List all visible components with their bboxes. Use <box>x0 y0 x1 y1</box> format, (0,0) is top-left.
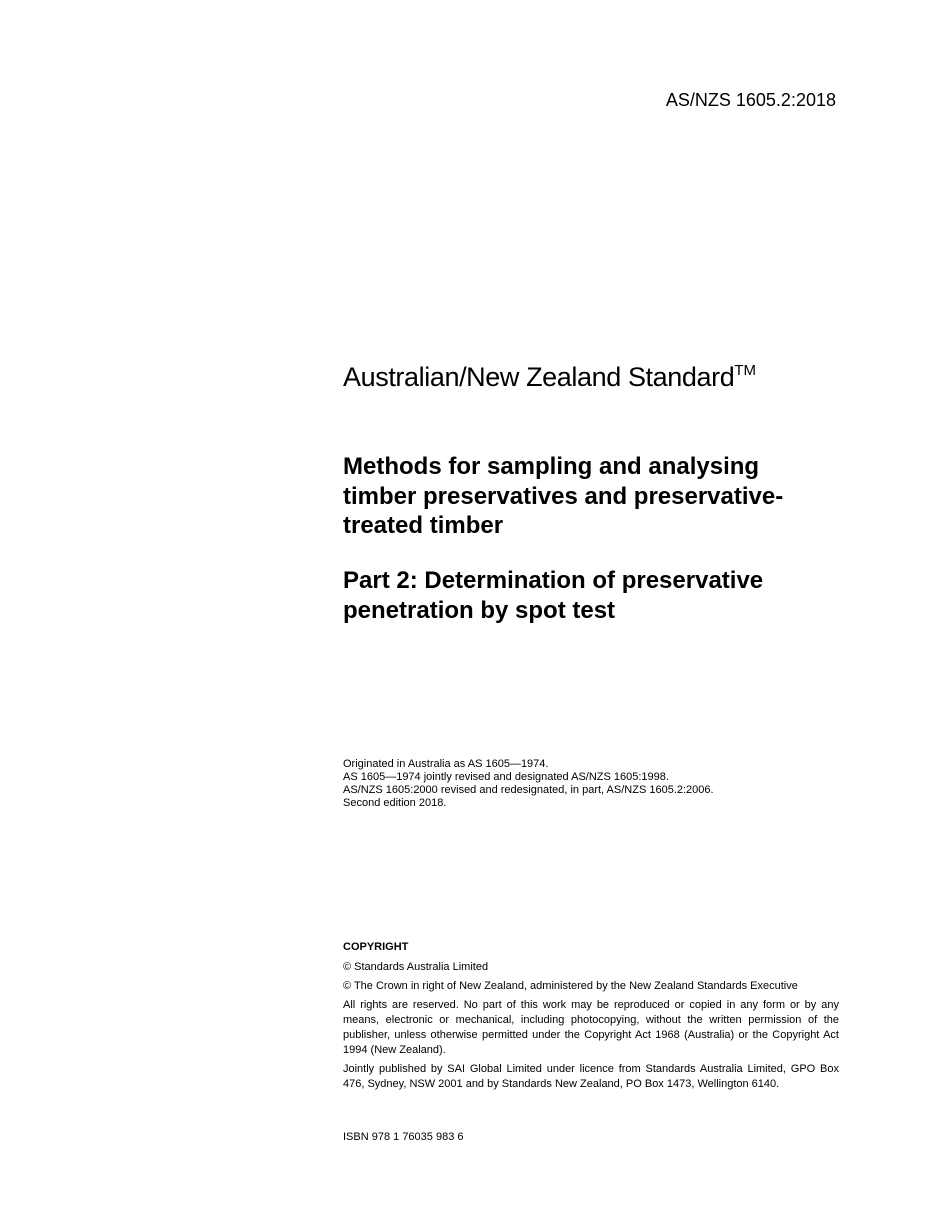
title-line: timber preservatives and preservative- <box>343 482 784 510</box>
trademark-symbol: TM <box>734 362 757 379</box>
document-designation: AS/NZS 1605.2:2018 <box>665 90 836 110</box>
copyright-heading: COPYRIGHT <box>343 941 409 953</box>
history-line: AS 1605—1974 jointly revised and designated AS/NZS 1605:1998. <box>343 771 669 783</box>
part-title-line: Part 2: Determination of preservative <box>343 567 764 594</box>
standard-series-label: Australian/New Zealand Standard <box>343 362 735 392</box>
copyright-section <box>343 940 839 1096</box>
part-title-line: penetration by spot test <box>343 596 616 624</box>
title-line: Methods for sampling and analysing <box>343 453 760 480</box>
history-line: Second edition 2018. <box>343 797 447 809</box>
history-line: Originated in Australia as AS 1605—1974. <box>343 758 549 770</box>
copyright-holder-australia: © Standards Australia Limited <box>343 961 489 973</box>
history-line: AS/NZS 1605:2000 revised and redesignated, in part, AS/NZS 1605.2:2006. <box>343 784 714 796</box>
standard-series-heading <box>343 360 756 394</box>
copyright-holder-new-zealand: © The Crown in right of New Zealand, administered by the New Zealand Standards Executive <box>343 980 798 992</box>
isbn: ISBN 978 1 76035 983 6 <box>343 1131 464 1143</box>
publication-history <box>343 758 714 810</box>
part-title <box>343 566 843 625</box>
rights-reserved-notice: All rights are reserved. No part of this work may be reproduced or copied in any form or by any means, electronic or mechanical, including photocopying, without the written permission of the publisher, unless otherwise permitted under the Copyright Act 1968 (Australia) or the Copyright Act 1994 (New Zealand). <box>343 999 839 1056</box>
publisher-notice: Jointly published by SAI Global Limited under licence from Standards Australia Limited, GPO Box 476, Sydney, NSW 2001 and by Standards New Zealand, PO Box 1473, Wellington 6140. <box>343 1063 839 1090</box>
document-title <box>343 452 843 541</box>
title-line: treated timber <box>343 512 504 539</box>
